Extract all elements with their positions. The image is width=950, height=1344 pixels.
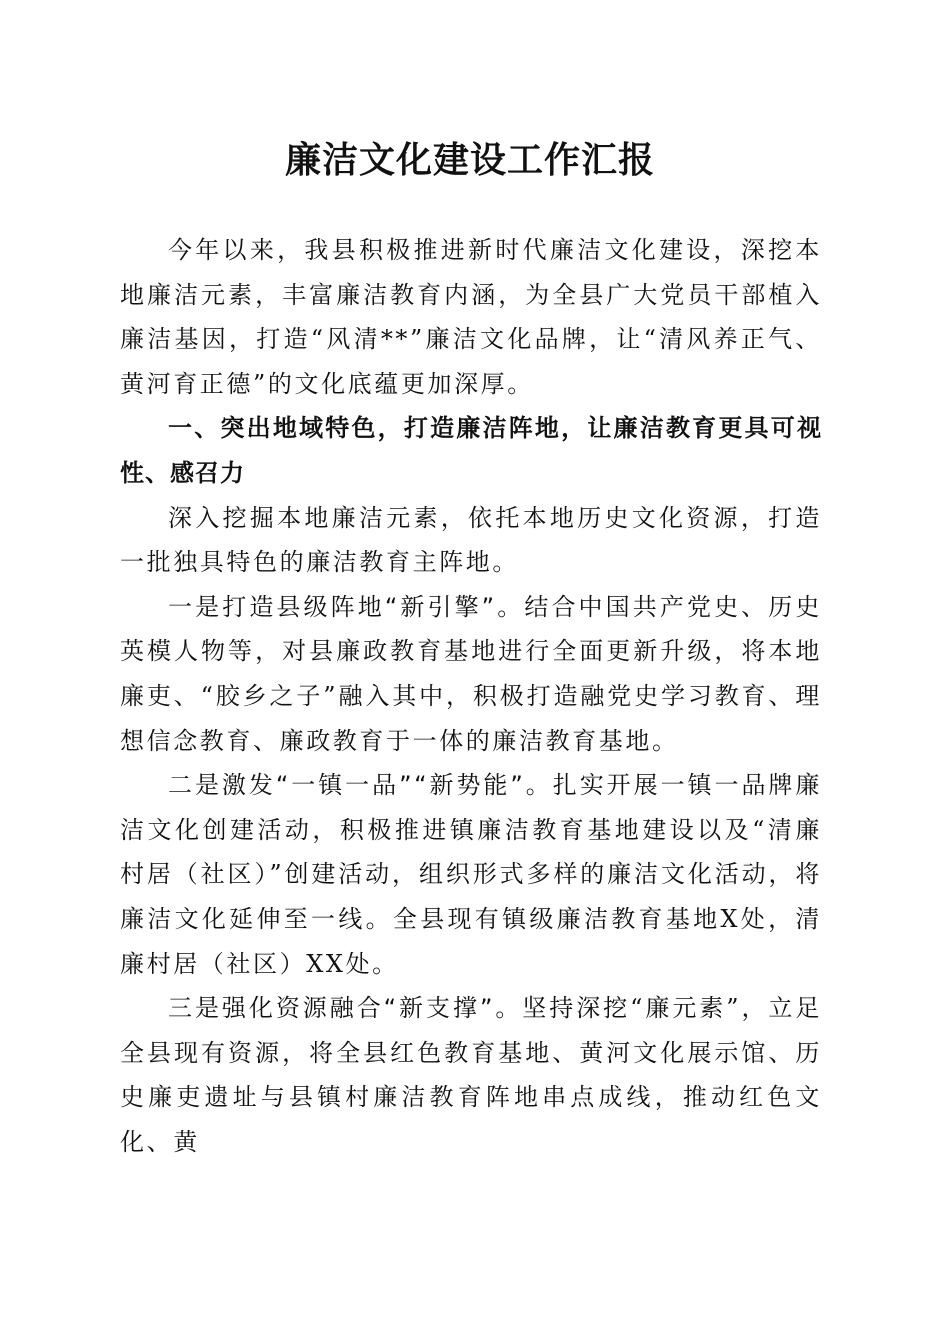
document-title: 廉洁文化建设工作汇报 [284,139,655,181]
section-summary: 深入挖掘本地廉洁元素，依托本地历史文化资源，打造一批独具特色的廉洁教育主阵地。 [120,503,822,577]
section-heading: 一、突出地域特色，打造廉洁阵地，让廉洁教育更具可视性、感召力 [120,414,822,487]
item-text: 坚持深挖“廉元素”，立足全县现有资源，将全县红色教育基地、黄河文化展示馆、历史廉吏遗址与县镇村廉洁教育阵地串点成线，推动红色文化、黄 [120,994,822,1156]
item-text: 结合中国共产党史、历史英模人物等，对县廉政教育基地进行全面更新升级，将本地廉吏、“胶乡之子”融入其中，积极打造融党史学习教育、理想信念教育、廉政教育于一体的廉洁教育基地。 [120,592,822,755]
item-text: 扎实开展一镇一品牌廉洁文化创建活动，积极推进镇廉洁教育基地建设以及“清廉村居（社区）”创建活动，组织形式多样的廉洁文化活动，将廉洁文化延伸至一线。全县现有镇级廉洁教育基地X处，清廉村居（社区）XX处。 [120,771,822,978]
item-lead: 三是强化资源融合“新支撑”。 [168,994,523,1023]
list-item [120,763,822,986]
item-lead: 二是激发“一镇一品”“新势能”。 [168,771,553,800]
document-body [120,228,822,1164]
item-lead: 一是打造县级阵地“新引擎”。 [168,592,525,621]
list-item [120,585,822,763]
intro-paragraph: 今年以来，我县积极推进新时代廉洁文化建设，深挖本地廉洁元素，丰富廉洁教育内涵，为全县广大党员干部植入廉洁基因，打造“风清**”廉洁文化品牌，让“清风养正气、黄河育正德”的文化底蕴更加深厚。 [120,236,822,398]
list-item [120,986,822,1164]
